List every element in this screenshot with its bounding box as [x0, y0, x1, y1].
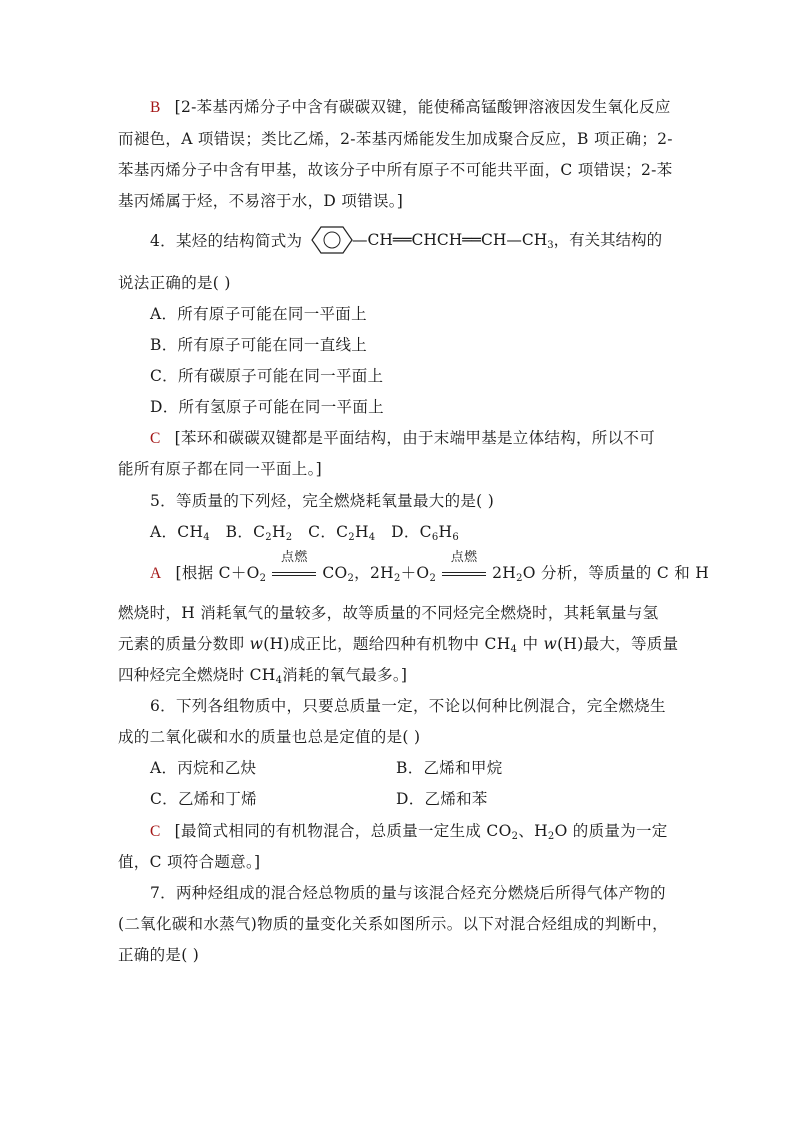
q5-options: A．$CH_4$ B．$C_2H_2$ C．$C_2H_4$ D．$C_6H_6$ [150, 523, 459, 543]
q3-answer-line-2: 而褪色，A 项错误；类比乙烯，2-苯基丙烯能发生加成聚合反应，B 项正确；2- [118, 130, 673, 148]
q3-answer-line-4: 基丙烯属于烃，不易溶于水，D 项错误。] [118, 192, 404, 210]
q7-stem-line-1: 7．两种烃组成的混合烃总物质的量与该混合烃充分燃烧后所得气体产物的 [150, 884, 666, 902]
q6-option-d: D．乙烯和苯 [396, 790, 488, 808]
answer-letter: C [150, 823, 161, 840]
q3-answer-line-1: B [2-苯基丙烯分子中含有碳碳双键，能使稀高锰酸钾溶液因发生氧化反应 [150, 98, 671, 116]
reaction-condition: 点燃 [442, 562, 486, 584]
q4-stem-c: 说法正确的是( ) [118, 274, 231, 292]
q7-stem-line-3: 正确的是( ) [118, 946, 200, 964]
q4-answer-line-2: 能所有原子都在同一平面上。] [118, 460, 322, 478]
benzene-ring-icon [311, 225, 353, 255]
q5-answer-line-4: 四种烃完全燃烧时 $CH_4$消耗的氧气最多。] [118, 666, 408, 686]
q5-answer-line-3: 元素的质量分数即 w(H)成正比，题给四种有机物中 $CH_4$ 中 w(H)最大，等质量 [118, 635, 679, 655]
q6-answer-line-2: 值，C 项符合题意。] [118, 853, 261, 871]
q3-answer-line-3: 苯基丙烯分子中含有甲基，故该分子中所有原子不可能共平面，C 项错误；2-苯 [118, 161, 673, 179]
q5-answer-line-1: A [根据 $C+O_2$ 点燃 $CO_2$，$2H_2+O_2$ 点燃 $2H_2O$ 分析，等质量的 C 和 H [150, 550, 710, 584]
q6-answer-line-1: C [最简式相同的有机物混合，总质量一定生成 $CO_2$、$H_2O$ 的质量为一定 [150, 822, 668, 842]
q4-answer-line-1: C [苯环和碳碳双键都是平面结构，由于末端甲基是立体结构，所以不可 [150, 429, 655, 447]
q6-option-b: B．乙烯和甲烷 [396, 759, 503, 777]
q5-answer-line-2: 燃烧时，H 消耗氧气的量较多，故等质量的不同烃完全燃烧时，其耗氧量与氢 [118, 604, 659, 622]
q4-structure-chain: $—CH══CHCH══CH—CH_3$，有关其结构的 [352, 231, 663, 251]
reaction-condition: 点燃 [272, 562, 316, 584]
answer-letter: C [150, 430, 161, 447]
q6-option-c: C．乙烯和丁烯 [150, 790, 257, 808]
answer-letter: B [150, 99, 161, 116]
q6-stem-line-1: 6．下列各组物质中，只要总质量一定，不论以何种比例混合，完全燃烧生 [150, 697, 666, 715]
q7-stem-line-2: (二氧化碳和水蒸气)物质的量变化关系如图所示。以下对混合烃组成的判断中， [118, 915, 668, 933]
q4-stem-a: 4．某烃的结构简式为 [150, 232, 303, 250]
q5-stem: 5．等质量的下列烃，完全燃烧耗氧量最大的是( ) [150, 492, 495, 510]
q6-option-a: A．丙烷和乙炔 [150, 759, 257, 777]
answer-letter: A [150, 565, 162, 582]
q4-option-d: D．所有氢原子可能在同一平面上 [150, 398, 384, 416]
q4-option-c: C．所有碳原子可能在同一平面上 [150, 367, 384, 385]
q4-option-a: A．所有原子可能在同一平面上 [150, 305, 367, 323]
q4-option-b: B．所有原子可能在同一直线上 [150, 336, 368, 354]
q6-stem-line-2: 成的二氧化碳和水的质量也总是定值的是( ) [118, 728, 421, 746]
